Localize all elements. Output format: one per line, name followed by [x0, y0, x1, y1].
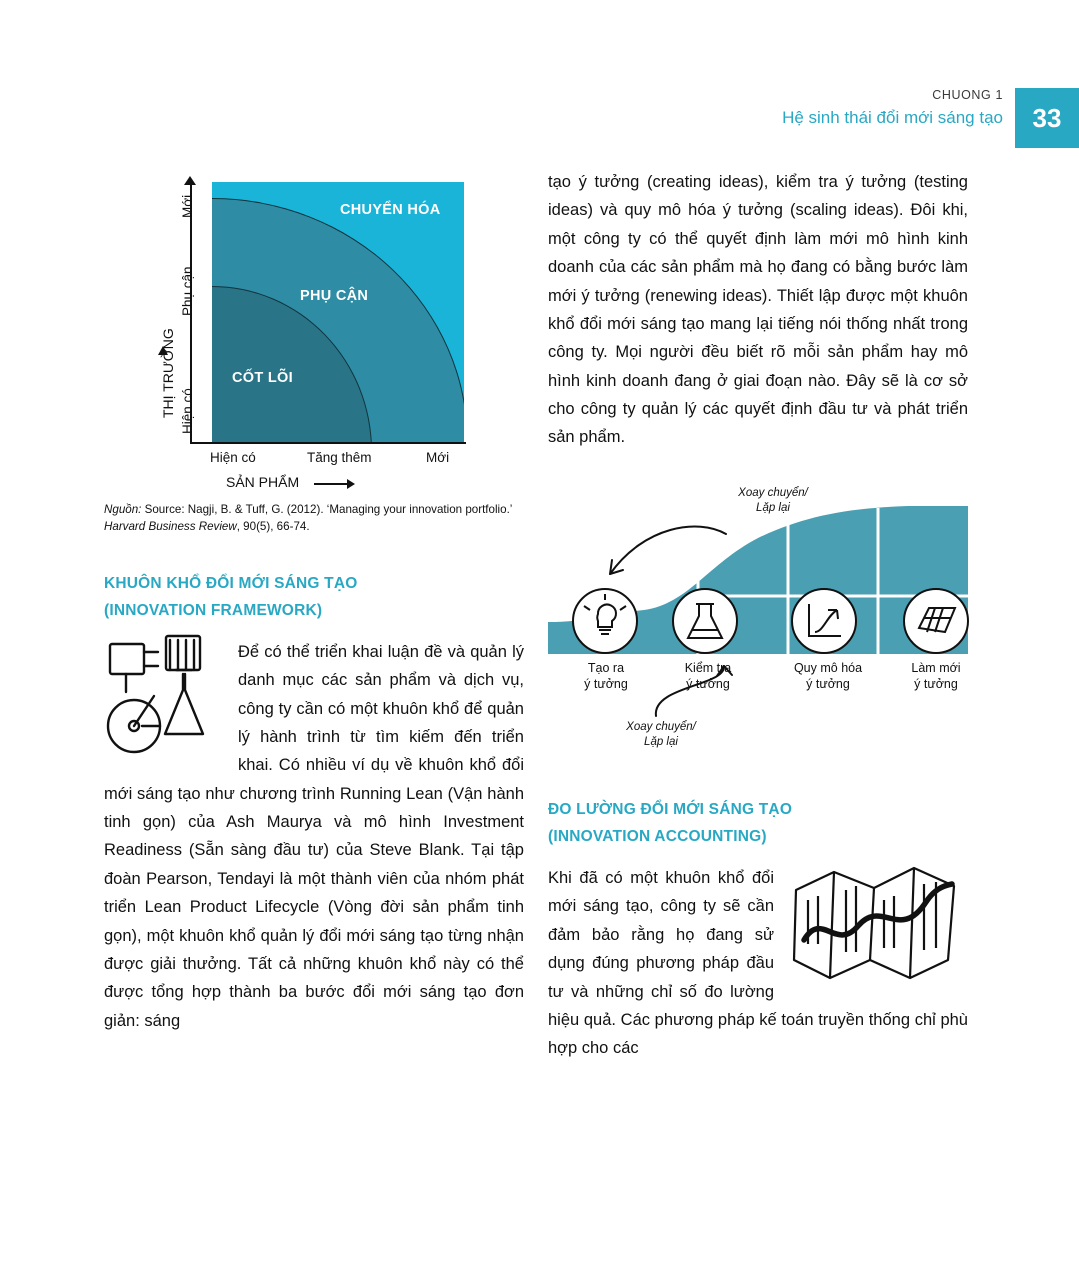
- y-tick-adjacent: Phụ cận: [180, 266, 195, 316]
- matrix-plot-area: [212, 182, 464, 442]
- lightbulb-icon: [574, 590, 636, 652]
- x-axis-line: [190, 442, 466, 444]
- figure-source-caption: [104, 502, 524, 536]
- innovation-steps-diagram: [548, 470, 968, 770]
- accounting-title-line1: ĐO LƯỜNG ĐỔI MỚI SÁNG TẠO: [548, 800, 793, 818]
- step-circle-create: [572, 588, 638, 654]
- step3-line1: Quy mô hóa: [793, 660, 863, 675]
- loop-top-line1: Xoay chuyển/: [738, 486, 808, 499]
- y-axis-title: THỊ TRƯỜNG: [160, 328, 176, 418]
- loop-bottom-line2: Lặp lại: [644, 736, 678, 749]
- step1-line1: Tạo ra: [587, 660, 625, 675]
- step-circle-scale: [791, 588, 857, 654]
- chapter-subtitle: Hệ sinh thái đổi mới sáng tạo: [782, 108, 1003, 127]
- y-axis-direction-arrow-icon: [158, 346, 168, 355]
- left-column: [104, 168, 524, 1035]
- section-heading-accounting: [548, 796, 968, 850]
- step-label-renew: [888, 660, 984, 693]
- accounting-title-line2: (INNOVATION ACCOUNTING): [548, 827, 767, 845]
- step-label-test: [660, 660, 756, 693]
- folded-map-chart-icon: [788, 856, 968, 988]
- page-number-badge: 33: [1015, 88, 1079, 148]
- right-paragraph-1: tạo ý tưởng (creating ideas), kiểm tra ý tưởng (testing ideas) và quy mô hóa ý tưởng (scaling ideas). Đôi khi, một công ty có thể quyết định làm mới mô hình kinh doanh của các sản phẩm mà họ đang có bằng bước làm mới ý tưởng (renewing ideas). Thiết lập được một khuôn khổ đổi mới sáng tạo mang lại tiếng nói thống nhất trong công ty. Mọi người đều biết rõ mỗi sản phẩm hay mô hình kinh doanh đang ở giai đoạn nào. Đây sẽ là cơ sở cho công ty quản lý các quyết định đầu tư và phát triển sản phẩm.: [548, 173, 968, 447]
- step2-line2: ý tưởng: [686, 677, 730, 691]
- page-header: [583, 88, 1003, 128]
- x-axis-direction-arrow-icon: [314, 483, 348, 485]
- loop-label-bottom: [606, 720, 716, 751]
- right-column: [548, 168, 968, 1063]
- framework-title-line1: KHUÔN KHỔ ĐỔI MỚI SÁNG TẠO: [104, 574, 358, 592]
- y-tick-new: Mới: [180, 194, 195, 218]
- framework-title-line2: (INNOVATION FRAMEWORK): [104, 601, 323, 619]
- source-tail: , 90(5), 66-74.: [236, 519, 310, 533]
- y-axis-arrow-icon: [184, 176, 196, 185]
- source-journal: Harvard Business Review: [104, 519, 237, 533]
- chapter-label: CHUONG 1: [932, 88, 1003, 102]
- step-label-scale: [776, 660, 880, 693]
- step-circle-renew: [903, 588, 969, 654]
- growth-arrow-icon: [793, 590, 855, 652]
- x-tick-incremental: Tăng thêm: [307, 450, 372, 465]
- x-tick-new: Mới: [426, 450, 450, 465]
- grid-refresh-icon: [905, 590, 967, 652]
- framework-paragraph: Để có thể triển khai luận đề và quản lý danh mục các sản phẩm và dịch vụ, công ty cần có một khuôn khổ để quản lý hành trình từ tìm kiếm đến triển khai. Có nhiều ví dụ về khuôn khổ đổi mới sáng tạo như chương trình Running Lean (Vận hành tinh gọn) của Ash Maurya và mô hình Investment Readiness (Sẵn sàng đầu tư) của Steve Blank. Tại tập đoàn Pearson, Tendayi là một thành viên của nhóm phát triển Lean Product Lifecycle (Vòng đời sản phẩm tinh gọn), một khuôn khổ quản lý đổi mới sáng tạo từng nhận được giải thưởng. Tất cả những khuôn khổ này có thể được tổng hợp thành ba bước đổi mới sáng tạo đơn giản: sáng: [104, 642, 524, 1030]
- source-text: Source: Nagji, B. & Tuff, G. (2012). ‘Managing your innovation portfolio.’: [141, 503, 512, 516]
- accounting-paragraph: Khi đã có một khuôn khổ đổi mới sáng tạo, công ty sẽ cần đảm bảo rằng họ đang sử dụng đúng phương pháp đầu tư và những chỉ số đo lường hiệu quả. Các phương pháp kế toán truyền thống chỉ phù hợp cho các: [548, 869, 968, 1058]
- section-heading-framework: [104, 570, 524, 624]
- zone-label-core: CỐT LÕI: [232, 370, 293, 386]
- projector-flask-icon: [104, 630, 224, 770]
- step3-line2: ý tưởng: [806, 677, 850, 691]
- step2-line1: Kiểm tra: [684, 660, 732, 675]
- zone-label-transform: CHUYỂN HÓA: [340, 202, 441, 218]
- y-tick-existing: Hiện có: [180, 388, 195, 434]
- zone-label-adjacent: PHỤ CẬN: [300, 288, 369, 304]
- step-circle-test: [672, 588, 738, 654]
- step4-line2: ý tưởng: [914, 677, 958, 691]
- source-label: Nguồn:: [104, 503, 142, 516]
- innovation-ambition-matrix: [104, 168, 524, 498]
- x-tick-existing: Hiện có: [210, 450, 256, 465]
- step4-line1: Làm mới: [911, 660, 961, 675]
- step-label-create: [558, 660, 654, 693]
- flask-icon: [674, 590, 736, 652]
- loop-bottom-line1: Xoay chuyển/: [626, 720, 696, 733]
- loop-top-line2: Lặp lại: [756, 502, 790, 515]
- step1-line2: ý tưởng: [584, 677, 628, 691]
- x-axis-title: SẢN PHẨM: [226, 474, 300, 490]
